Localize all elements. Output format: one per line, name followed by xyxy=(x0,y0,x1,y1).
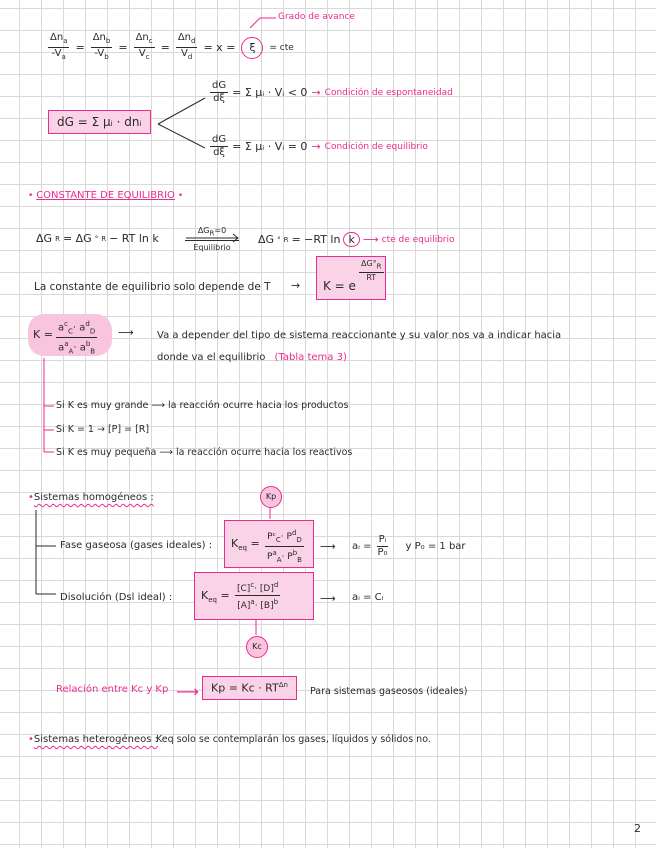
heterogeneous-text: Keq solo se contemplarán los gases, líquidos y sólidos no. xyxy=(156,734,431,745)
solution-arrow: ⟶ xyxy=(320,592,336,605)
kp-badge: Kp xyxy=(260,486,282,508)
case-k-small: Si K es muy pequeña ⟶ la reacción ocurre hacia los reactivos xyxy=(56,447,353,458)
relation-arrow: ⟶ xyxy=(176,682,199,701)
case-k-large: Si K es muy grande ⟶ la reacción ocurre hacia los productos xyxy=(56,400,349,411)
k-exponential-box: K = e $\frac{\Delta G^\circ R}{RT}$ xyxy=(316,256,386,300)
dg-box: dG = Σ μᵢ · dnᵢ xyxy=(48,110,151,134)
gas-activity: aᵢ = $\frac{\text{Pᵢ}}{\text{P₀}}$ y P₀ = 1 bar xyxy=(352,534,466,558)
section-constante-equilibrio: • CONSTANTE DE EQUILIBRIO • xyxy=(28,190,184,201)
k-circled: k xyxy=(343,232,359,247)
spontaneity-condition: $\frac{dG}{d\xi}$ = Σ μᵢ · Vᵢ < 0 → Condición de espontaneidad xyxy=(212,80,453,104)
homogeneous-title: •Sistemas homogéneos : xyxy=(28,492,154,503)
relation-label: Relación entre Kc y Kp xyxy=(56,684,169,695)
kdef-line-2: donde va el equilibrio (Tabla tema 3) xyxy=(157,352,347,363)
kdef-arrow: ⟶ xyxy=(118,326,134,339)
temperature-dependence-text: La constante de equilibrio solo depende de T xyxy=(34,281,271,293)
gas-arrow: ⟶ xyxy=(320,540,336,553)
heterogeneous-title: •Sistemas heterogéneos : xyxy=(28,734,159,745)
fraction-c: $\frac{\Delta n_c}{V_c}$ xyxy=(135,32,153,61)
kdef-line-1: Va a depender del tipo de sistema reaccionante y su valor nos va a indicar hacia xyxy=(157,330,562,341)
fraction-d: $\frac{\Delta n_d}{V_d}$ xyxy=(177,32,196,61)
relation-note: Para sistemas gaseosos (ideales) xyxy=(310,686,468,697)
fraction-a: $\frac{\Delta n_a}{-V_a}$ xyxy=(50,32,68,61)
fraction-b: $\frac{\Delta n_b}{-V_b}$ xyxy=(92,32,111,61)
gibbs-equation: ΔG R = ΔG ° R − RT ln k xyxy=(36,232,159,245)
keq-gas-box: $K_{eq}$ = Pᶜ$_C$· $P^d_D$ $P^a_A\cdot P^b_B$ xyxy=(224,520,314,568)
spontaneity-label: Condición de espontaneidad xyxy=(324,87,453,98)
keq-solution-box: $K_{eq}$ = $\frac{[C]^c\cdot [D]^d}{[A]^a\cdot [B]^b}$ xyxy=(194,572,314,620)
xi-symbol: ξ xyxy=(241,37,263,59)
stoichiometry-chain: $\frac{\Delta n_a}{-V_a}$ = $\frac{\Delta n_b}{-V_b}$ = $\frac{\Delta n_c}{V_c}$ = $\frac{\Delta n_d}{V_d}$ = x = ξ = cte xyxy=(50,32,294,61)
equilibrium-label: Condición de equilibrio xyxy=(324,141,428,152)
k-definition-highlight: K = $a^c_C\cdot a^d_D$ $a^a_A\cdot a^b_B$ xyxy=(28,314,112,356)
page-number: 2 xyxy=(634,822,641,835)
solution-label: Disolución (Dsl ideal) : xyxy=(60,592,173,603)
case-k-one: Si K = 1 → [P] = [R] xyxy=(56,424,150,435)
solution-activity: aᵢ = Cᵢ xyxy=(352,592,384,603)
kp-kc-relation-box: $Kp = Kc \cdot RT^{\Delta n}$ xyxy=(202,676,297,700)
standard-gibbs-equation: ΔG ° R = −RT ln k ⟶ cte de equilibrio xyxy=(258,233,455,246)
equilibrium-condition-arrow: ΔGR=0 Equilibrio xyxy=(185,226,239,252)
equilibrium-condition: $\frac{dG}{d\xi}$ = Σ μᵢ · Vᵢ = 0 → Condición de equilibrio xyxy=(212,134,428,158)
k-label: cte de equilibrio xyxy=(381,234,455,245)
kc-badge: Kc xyxy=(246,636,268,658)
temp-arrow: → xyxy=(291,279,301,292)
gas-phase-label: Fase gaseosa (gases ideales) : xyxy=(60,540,213,551)
grado-de-avance-label: Grado de avance xyxy=(278,12,355,22)
